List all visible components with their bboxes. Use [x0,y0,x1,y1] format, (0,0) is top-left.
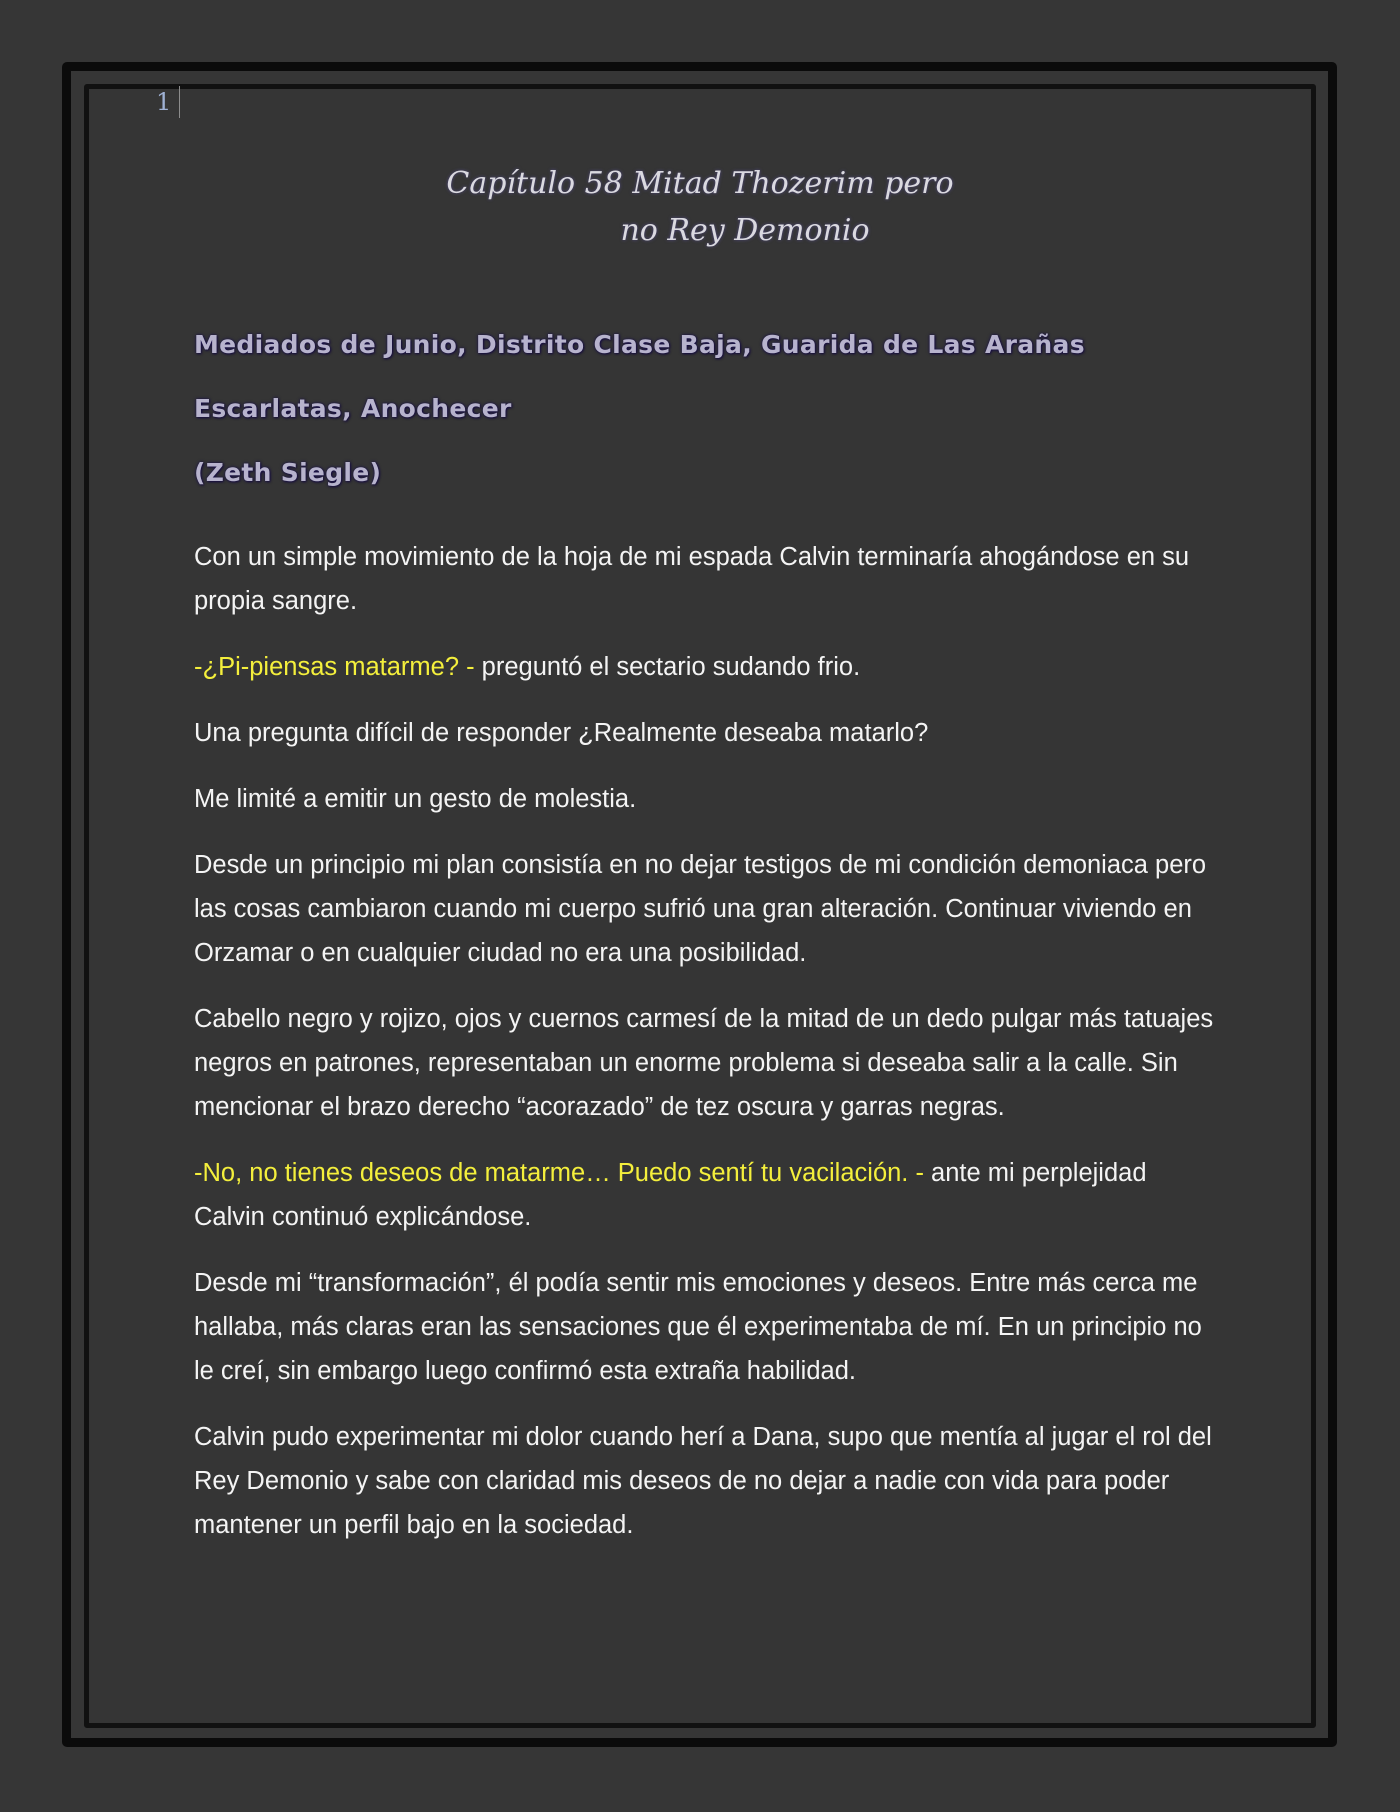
paragraph-8: Desde mi “transformación”, él podía sentir mis emociones y deseos. Entre más cerca me hallaba, más claras eran las sensaciones que él experimentaba de mí. En un principio no le creí, sin embargo luego confirmó esta extraña habilidad. [194,1269,1202,1385]
dialogue-line: -No, no tienes deseos de matarme… Puedo sentí tu vacilación. - [194,1159,924,1187]
chapter-title-line-1: Capítulo 58 Mitad Thozerim pero [446,166,954,201]
paragraph-5: Desde un principio mi plan consistía en no dejar testigos de mi condición demoniaca pero las cosas cambiaron cuando mi cuerpo sufrió una gran alteración. Continuar viviendo en Orzamar o en cualquier ciudad no era una posibilidad. [194,851,1207,967]
scene-heading-line-1: Mediados de Junio, Distrito Clase Baja, Guarida de Las Arañas [194,330,1085,359]
narration-text: preguntó el sectario sudando frio. [474,653,861,681]
paragraph-4: Me limité a emitir un gesto de molestia. [194,785,637,813]
chapter-title-line-2: no Rey Demonio [620,213,870,248]
paragraph-6: Cabello negro y rojizo, ojos y cuernos carmesí de la mitad de un dedo pulgar más tatuajes negros en patrones, representaban un enorme problema si deseaba salir a la calle. Sin mencionar el brazo derecho “acorazado” de tez oscura y garras negras. [194,1005,1214,1121]
narration-text: ante mi perplejidad Calvin continuó explicándose. [194,1159,1147,1231]
paragraph-3: Una pregunta difícil de responder ¿Realmente deseaba matarlo? [194,719,929,747]
paragraph-2 [194,645,1214,689]
page-number: 1 [156,86,180,118]
paragraph-9: Calvin pudo experimentar mi dolor cuando herí a Dana, supo que mentía al jugar el rol del Rey Demonio y sabe con claridad mis deseos de no dejar a nadie con vida para poder mantener un perfil bajo en la sociedad. [194,1423,1212,1539]
paragraph-7 [194,1151,1214,1239]
dialogue-line: -¿Pi-piensas matarme? - [194,653,475,681]
chapter-title [300,160,1100,254]
scene-pov: (Zeth Siegle) [194,458,382,487]
paragraph-1: Con un simple movimiento de la hoja de mi espada Calvin terminaría ahogándose en su propia sangre. [194,543,1190,615]
scene-heading-line-2: Escarlatas, Anochecer [194,394,512,423]
chapter-body [194,535,1214,1569]
